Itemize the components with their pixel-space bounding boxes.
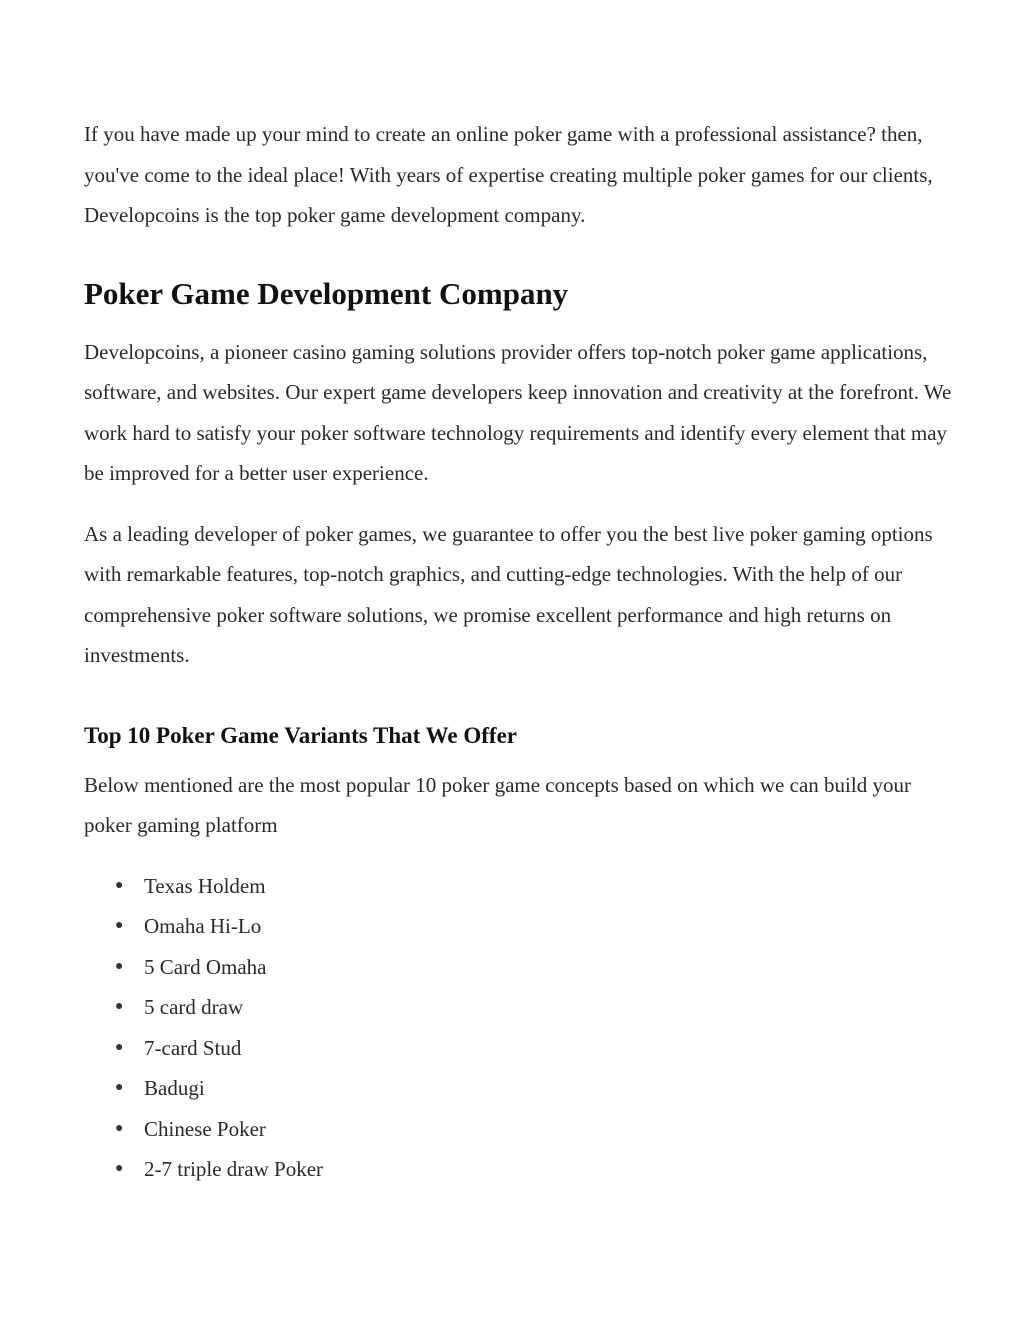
list-item-label: 7-card Stud	[144, 1035, 242, 1060]
body-paragraph: Developcoins, a pioneer casino gaming solutions provider offers top-notch poker game applications, software, and websites. Our expert game developers keep innovation and creativity at the forefront. We work hard to satisfy your poker software technology requirements and identify every element that may be improved for a better user experience.	[84, 339, 952, 485]
bullet-icon: ●	[115, 1161, 124, 1176]
list-item-label: Texas Holdem	[144, 873, 266, 898]
list-item	[84, 866, 954, 907]
list-item	[84, 1068, 954, 1109]
list-item-label: 2-7 triple draw Poker	[144, 1157, 324, 1181]
list-item	[84, 987, 954, 1028]
bullet-icon: ●	[115, 1120, 124, 1136]
bullet-icon: ●	[115, 1039, 124, 1055]
list-item	[84, 1149, 954, 1190]
list-item-label: Omaha Hi-Lo	[144, 914, 262, 938]
list-item	[84, 906, 954, 947]
body-paragraph: As a leading developer of poker games, we guarantee to offer you the best live poker gaming options with remarkable features, top-notch graphics, and cutting-edge technologies. With the help of our comprehensive poker software solutions, we promise excellent performance and high returns on investments.	[84, 521, 933, 667]
list-item	[84, 947, 954, 988]
document-page	[84, 114, 954, 1190]
intro-paragraph: If you have made up your mind to create an online poker game with a professional assistance? then, you've come to the ideal place! With years of expertise creating multiple poker games for our clients, Developcoins is the top poker game development company.	[84, 122, 933, 227]
poker-variants-list	[84, 866, 954, 1190]
list-item-label: Badugi	[144, 1076, 205, 1100]
variants-intro-paragraph: Below mentioned are the most popular 10 poker game concepts based on which we can build your poker gaming platform	[84, 772, 911, 837]
section-heading-poker-game-development: Poker Game Development Company	[84, 275, 569, 311]
bullet-icon: ●	[115, 999, 124, 1014]
bullet-icon: ●	[115, 918, 124, 933]
bullet-icon: ●	[115, 958, 124, 974]
list-item-label: 5 card draw	[144, 995, 244, 1019]
list-item-label: 5 Card Omaha	[144, 954, 267, 979]
list-item-label: Chinese Poker	[144, 1116, 266, 1141]
section-heading-poker-variants: Top 10 Poker Game Variants That We Offer	[84, 722, 517, 748]
bullet-icon: ●	[115, 1080, 124, 1095]
list-item	[84, 1109, 954, 1150]
bullet-icon: ●	[115, 877, 124, 893]
list-item	[84, 1028, 954, 1069]
